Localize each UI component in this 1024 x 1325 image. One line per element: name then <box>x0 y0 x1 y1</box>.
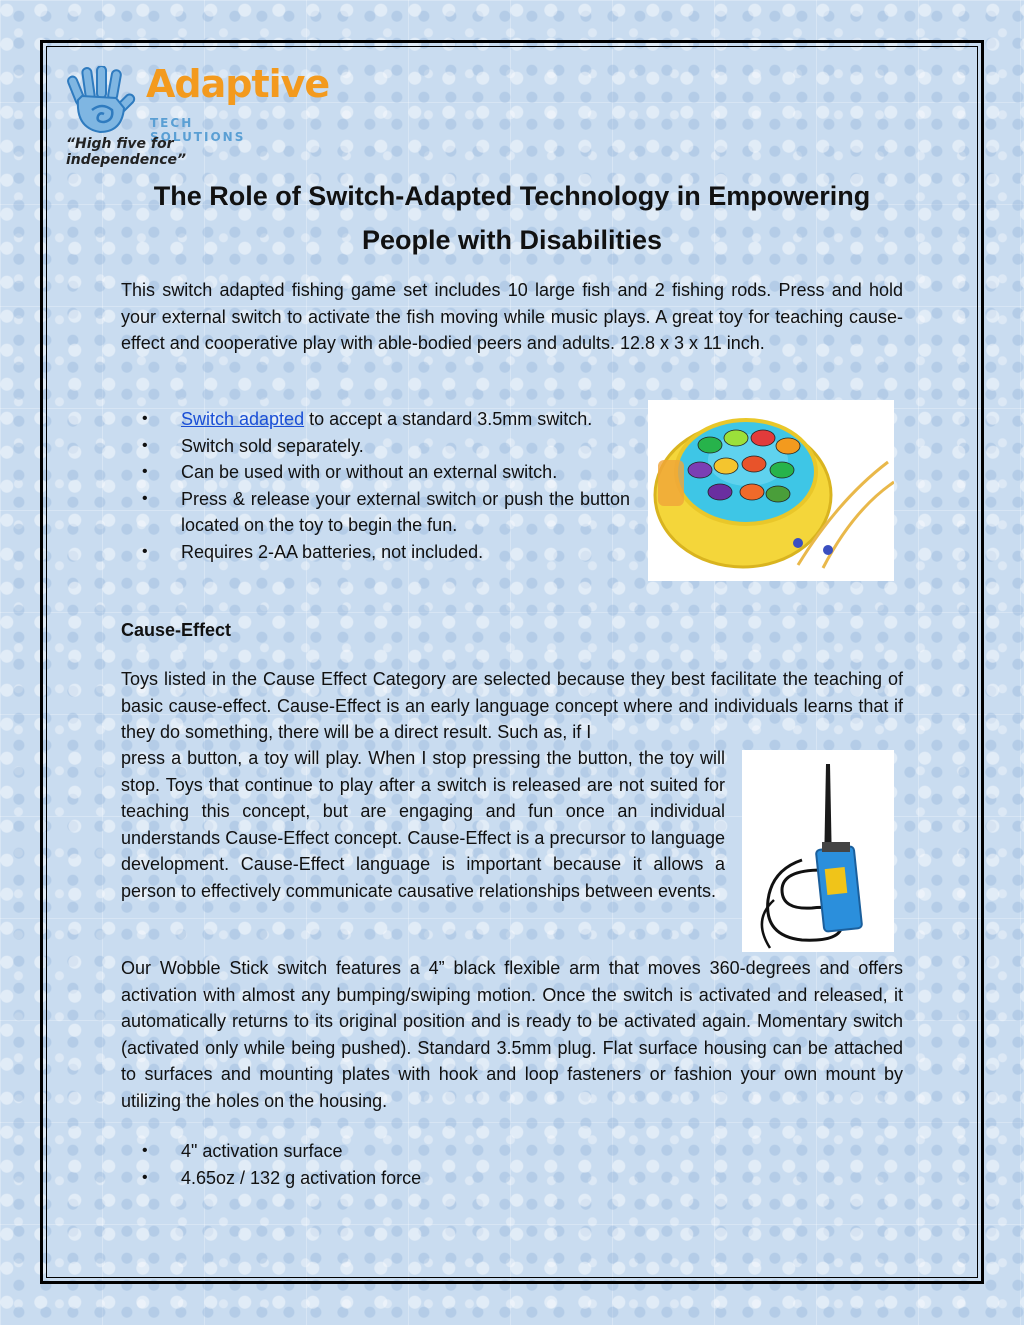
feature-item-4: • Press & release your external switch or push the button located on the toy to begin the fun. <box>140 486 630 539</box>
cause-effect-paragraph-2: press a button, a toy will play. When I stop pressing the button, the toy will stop. Toys that continue to play after a switch is released are not suited for teaching this concept, but are engaging and fun once an individual understands Cause-Effect concept. Cause-Effect is a precursor to language development. Cause-Effect language is important because it allows a person to effectively communicate causative relationships between events. <box>121 748 725 901</box>
cause-effect-heading: Cause-Effect <box>121 620 232 640</box>
page-title-line1: The Role of Switch-Adapted Technology in Empowering <box>153 181 871 211</box>
logo-tagline: “High five for independence” <box>66 136 187 168</box>
wobble-stick-switch-image <box>742 750 894 952</box>
hand-logo-icon <box>66 66 140 136</box>
feature-item-1-text: to accept a standard 3.5mm switch. <box>304 409 593 429</box>
feature-item-5: • Requires 2-AA batteries, not included. <box>140 539 630 566</box>
fishing-game-image <box>648 400 894 581</box>
cause-effect-paragraph-1: Toys listed in the Cause Effect Category are selected because they best facilitate the teaching of basic cause-effect. Cause-Effect is an early language concept where and individuals learns that if they do something, there will be a direct result. Such as, if I <box>121 669 903 742</box>
company-logo <box>64 60 330 168</box>
logo-subtitle: TECH SOLUTIONS <box>150 116 246 144</box>
feature-list <box>140 406 630 565</box>
switch-adapted-link[interactable]: Switch adapted <box>181 409 305 429</box>
spec-list <box>140 1138 660 1191</box>
wobble-stick-paragraph: Our Wobble Stick switch features a 4” black flexible arm that moves 360-degrees and offers activation with almost any bumping/swiping motion. Once the switch is activated and released, it automatically returns to its original position and is ready to be activated again. Momentary switch (activated only while being pushed). Standard 3.5mm plug. Flat surface housing can be attached to surfaces and mounting plates with hook and loop fasteners or fashion your own mount by utilizing the holes on the housing. <box>121 958 903 1111</box>
feature-item-1 <box>140 406 630 433</box>
spec-item-1: • 4" activation surface <box>140 1138 660 1165</box>
logo-name: Adaptive <box>146 62 330 106</box>
page-title-line2: People with Disabilities <box>361 225 663 255</box>
spec-item-2: • 4.65oz / 132 g activation force <box>140 1165 660 1192</box>
feature-item-2: • Switch sold separately. <box>140 433 630 460</box>
feature-item-3: • Can be used with or without an external switch. <box>140 459 630 486</box>
intro-paragraph: This switch adapted fishing game set includes 10 large fish and 2 fishing rods. Press and hold your external switch to activate the fish moving while music plays. A great toy for teaching cause-effect and cooperative play with able-bodied peers and adults. 12.8 x 3 x 11 inch. <box>121 280 903 353</box>
page-title <box>110 174 914 262</box>
